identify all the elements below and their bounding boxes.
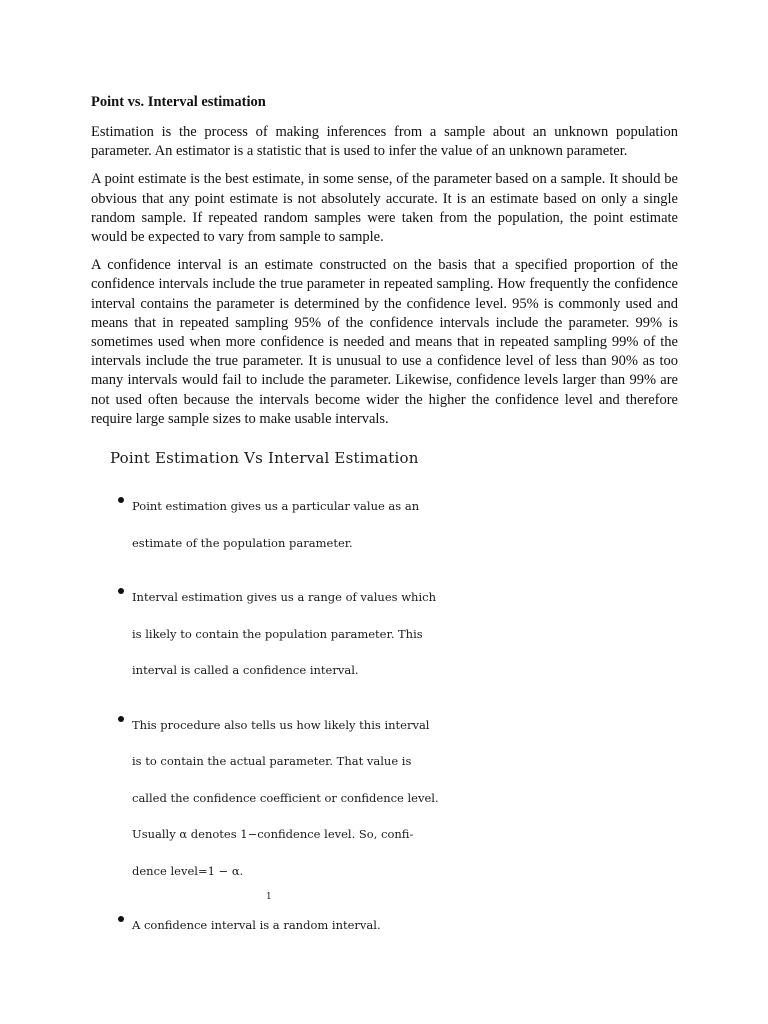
- bullet-dot-icon: [118, 497, 124, 503]
- document-body: [91, 93, 678, 438]
- bullet-line: Interval estimation gives us a range of values which: [132, 590, 436, 604]
- bullet-line: dence level=1 − α.: [132, 863, 244, 878]
- bullet-dot-icon: [118, 716, 124, 722]
- bullet-line: is likely to contain the population parameter. This: [132, 626, 423, 641]
- bullet-line: called the confidence coefficient or confidence level.: [132, 790, 439, 805]
- bullet-line: Usually α denotes 1−confidence level. So, confi-: [132, 827, 414, 841]
- paragraph-estimation: Estimation is the process of making inferences from a sample about an unknown population parameter. An estimator is a statistic that is used to infer the value of an unknown parameter.: [91, 124, 678, 160]
- page-number: 1: [266, 892, 272, 902]
- bullet-line: A confidence interval is a random interval.: [132, 918, 381, 932]
- slide-title: Point Estimation Vs Interval Estimation: [110, 449, 419, 467]
- bullet-line: Point estimation gives us a particular value as an: [132, 499, 420, 513]
- bullet-line: is to contain the actual parameter. That value is: [132, 754, 412, 768]
- bullet-line: estimate of the population parameter.: [132, 535, 353, 550]
- slide-bullet-list: [110, 488, 440, 944]
- paragraph-point-estimate: A point estimate is the best estimate, in some sense, of the parameter based on a sample. It should be obvious that any point estimate is not absolutely accurate. It is an estimate based on only a single random sample. If repeated random samples were taken from the population, the point estimate would be expected to vary from sample to sample.: [91, 171, 678, 246]
- embedded-slide: [110, 449, 440, 962]
- bullet-dot-icon: [118, 588, 124, 594]
- bullet-confidence-level: [110, 707, 440, 890]
- bullet-line: This procedure also tells us how likely this interval: [132, 717, 430, 732]
- bullet-line: interval is called a confidence interval.: [132, 663, 359, 677]
- bullet-interval-estimation: [110, 579, 440, 689]
- bullet-dot-icon: [118, 916, 124, 922]
- paragraph-confidence-interval: A confidence interval is an estimate constructed on the basis that a specified proportion of the confidence intervals include the true parameter in repeated sampling. How frequently the confidence interval contains the parameter is determined by the confidence level. 95% is commonly used and means that in repeated sampling 95% of the confidence intervals include the parameter. 99% is sometimes used when more confidence is needed and means that in repeated sampling 99% of the intervals include the true parameter. It is unusual to use a confidence level of less than 90% as too many intervals would fail to include the parameter. Likewise, confidence levels larger than 99% are not used often because the intervals become wider the higher the confidence level and therefore require large sample sizes to make usable intervals.: [91, 257, 678, 427]
- document-title: Point vs. Interval estimation: [91, 94, 266, 110]
- bullet-random-interval: [110, 907, 440, 944]
- bullet-point-estimation: [110, 488, 440, 561]
